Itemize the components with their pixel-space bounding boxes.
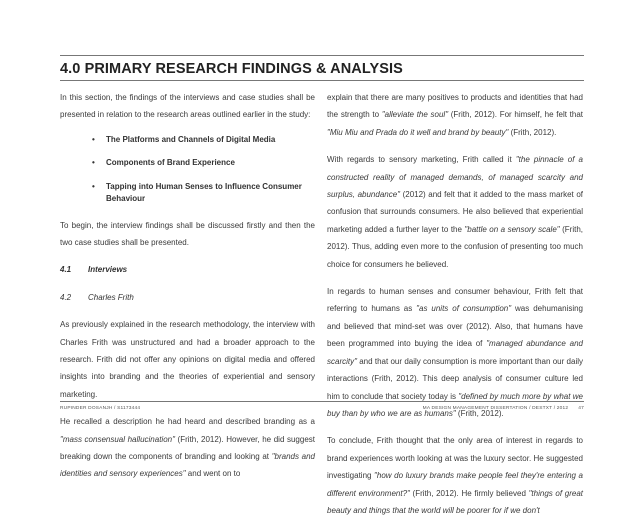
list-item: • The Platforms and Channels of Digital Media	[92, 134, 276, 144]
recall-paragraph: He recalled a description he had heard and described branding as a "mass consensual hallucination" (Frith, 2012). However, he did suggest breaking down the components of branding and looking at "brands and identities and sensory experiences" and went on to	[60, 417, 316, 479]
quote: "managed abundance and scarcity"	[327, 339, 583, 366]
paragraph-sensory: With regards to sensory marketing, Frith called it "the pinnacle of a constructed reality of managed demands, of managed scarcity and surplus, abundance" (2012) and felt that it added to the mass market of confusion that surrounds consumers. He also believed that experiential marketing added a further layer to the "battle on a sensory scale" (Frith, 2012). Thus, adding even more to the confusion of presenting too much choice for consumers he believed.	[327, 155, 583, 269]
page-number: 47	[578, 406, 584, 411]
left-column	[60, 89, 315, 493]
intro-paragraph: In this section, the findings of the interviews and case studies shall be presented in relation to the research areas outlined earlier in the study:	[60, 93, 315, 120]
quote: "mass consensual hallucination"	[60, 434, 175, 444]
section-heading: Charles Frith	[88, 292, 134, 302]
quote: "alleviate the soul"	[381, 110, 449, 120]
quote: "battle on a sensory scale"	[464, 224, 560, 234]
section-title: 4.0 PRIMARY RESEARCH FINDINGS & ANALYSIS	[60, 61, 403, 77]
research-areas-list	[60, 134, 315, 205]
quote: "how do luxury brands make people feel they're entering a different environment?"	[327, 471, 583, 498]
quote: "things of great beauty and things that the world will be poorer for if we don't	[327, 488, 583, 515]
quote: "as units of consumption"	[416, 304, 512, 314]
begin-paragraph: To begin, the interview findings shall be discussed firstly and then the two case studies shall be presented.	[60, 220, 315, 247]
heading-interviews	[60, 261, 315, 278]
paragraph-human-senses: In regards to human senses and consumer behaviour, Frith felt that referring to humans as "as units of consumption" was dehumanising and believed that mind-set was over (2012). Also, that humans have been programmed into buying the idea of "managed abundance and scarcity" and that our daily consumption is more important than our daily interactions (Frith, 2012). This deep analysis of consumer culture led him to conclude that society today is "defined by much more by what we buy than by who we are as humans" (Frith, 2012).	[327, 287, 584, 418]
quote: "defined by much more by what we buy than by who we are as humans"	[327, 391, 584, 418]
bullet-icon: •	[92, 134, 95, 144]
list-item: • Tapping into Human Senses to Influence Consumer Behaviour	[92, 182, 302, 203]
paragraph-conclude: To conclude, Frith thought that the only area of interest in regards to brand experiences worth looking at was the luxury sector. He suggested investigating "how do luxury brands make people feel they're entering a different environment?" (Frith, 2012). He firmly believed "things of great beauty and things that the world will be poorer for if we don't	[327, 436, 583, 515]
bullet-icon: •	[92, 158, 95, 168]
section-heading: Interviews	[88, 265, 128, 275]
quote: "the pinnacle of a constructed reality of managed demands, of managed scarcity and surplus, abundance"	[327, 155, 583, 200]
title-underline	[60, 80, 584, 81]
top-rule	[60, 55, 584, 56]
section-number: 4.1	[60, 265, 72, 275]
list-item: • Components of Brand Experience	[92, 158, 235, 168]
footer-rule	[60, 401, 584, 402]
footer-author: RUPINDER DOSANJH / S1173444	[60, 406, 141, 411]
paragraph-alleviate: explain that there are many positives to products and identities that had the strength to "alleviate the soul" (Frith, 2012). For himself, he felt that "Miu Miu and Prada do it well and brand by beauty" (Frith, 2012).	[327, 93, 583, 137]
quote: "brands and identities and sensory experiences"	[60, 452, 316, 479]
bullet-icon: •	[92, 182, 95, 191]
method-paragraph: As previously explained in the research methodology, the interview with Charles Frith was unstructured and had a broader approach to the research. Frith did not offer any opinions on digital media and offered insights into branding and the theories of experiential and sensory marketing.	[60, 320, 315, 399]
right-column	[327, 89, 583, 529]
section-number: 4.2	[60, 292, 72, 302]
footer-course: MA DESIGN MANAGEMENT DISSERTATION / DESTXT / 2012 47	[422, 406, 584, 411]
quote: "Miu Miu and Prada do it well and brand by beauty"	[327, 127, 509, 137]
heading-charles-frith	[60, 289, 315, 306]
